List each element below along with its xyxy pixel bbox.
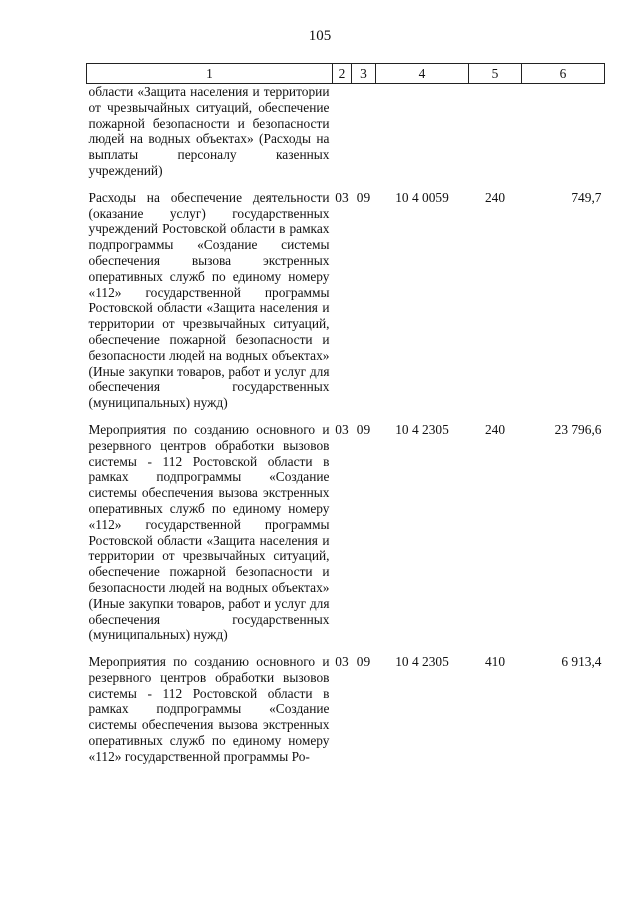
table-row — [87, 654, 605, 776]
row-pr: 09 — [356, 189, 371, 205]
table-body — [87, 84, 605, 776]
row-amount: 6 913,4 — [561, 654, 602, 670]
row-rz: 03 — [335, 189, 349, 205]
page-number: 105 — [308, 28, 332, 44]
row-amount: 23 796,6 — [554, 421, 602, 437]
table-row — [87, 190, 605, 422]
row-amount: 749,7 — [571, 189, 602, 205]
header-row — [87, 64, 605, 84]
continuation-row — [87, 84, 605, 190]
row-rz: 03 — [335, 654, 349, 670]
row-vr: 410 — [484, 654, 506, 670]
header-col-5: 5 — [469, 64, 522, 84]
table-row — [87, 422, 605, 654]
row-pr: 09 — [356, 654, 371, 670]
continuation-description: области «Защита населения и территории от чрезвычайных ситуаций, обеспечение пожарной безопасности и безопасности людей на водных объектах» (Расходы на выплаты персоналу казенных учреждений) — [88, 84, 330, 178]
header-col-2: 2 — [333, 64, 352, 84]
row-vr: 240 — [484, 421, 506, 437]
row-pr: 09 — [356, 421, 371, 437]
header-col-4: 4 — [376, 64, 469, 84]
row-description: Мероприятия по созданию основного и резервного центров обработки вызовов системы - 112 Ростовской области в рамках подпрограммы «Создание системы обеспечения вызова экстренных оперативных служб по единому номеру «112» государственной программы Ростовской области «Защита населения и территории от чрезвычайных ситуаций, обеспечение пожарной безопасности и безопасности людей на водных объектах» (Иные закупки товаров, работ и услуг для обеспечения государственных (муниципальных) нужд) — [88, 421, 330, 643]
header-col-1: 1 — [87, 64, 333, 84]
header-col-6: 6 — [522, 64, 605, 84]
row-csr: 10 4 2305 — [395, 654, 449, 670]
row-description: Мероприятия по созданию основного и резервного центров обработки вызовов системы - 112 Ростовской области в рамках подпрограммы «Создание системы обеспечения вызова экстренных оперативных служб по единому номеру «112» государственной программы Ро- — [88, 654, 330, 764]
row-csr: 10 4 2305 — [395, 421, 449, 437]
row-vr: 240 — [484, 189, 506, 205]
row-rz: 03 — [335, 421, 349, 437]
row-csr: 10 4 0059 — [395, 189, 449, 205]
header-col-3: 3 — [352, 64, 376, 84]
budget-table — [86, 63, 605, 776]
table-header — [87, 64, 605, 84]
row-description: Расходы на обеспечение деятельности (оказание услуг) государственных учреждений Ростовской области в рамках подпрограммы «Создание системы обеспечения вызова экстренных оперативных служб по единому номеру «112» государственной программы Ростовской области «Защита населения и территории от чрезвычайных ситуаций, обеспечение пожарной безопасности и безопасности людей на водных объектах» (Иные закупки товаров, работ и услуг для обеспечения государственных (муниципальных) нужд) — [88, 189, 330, 411]
